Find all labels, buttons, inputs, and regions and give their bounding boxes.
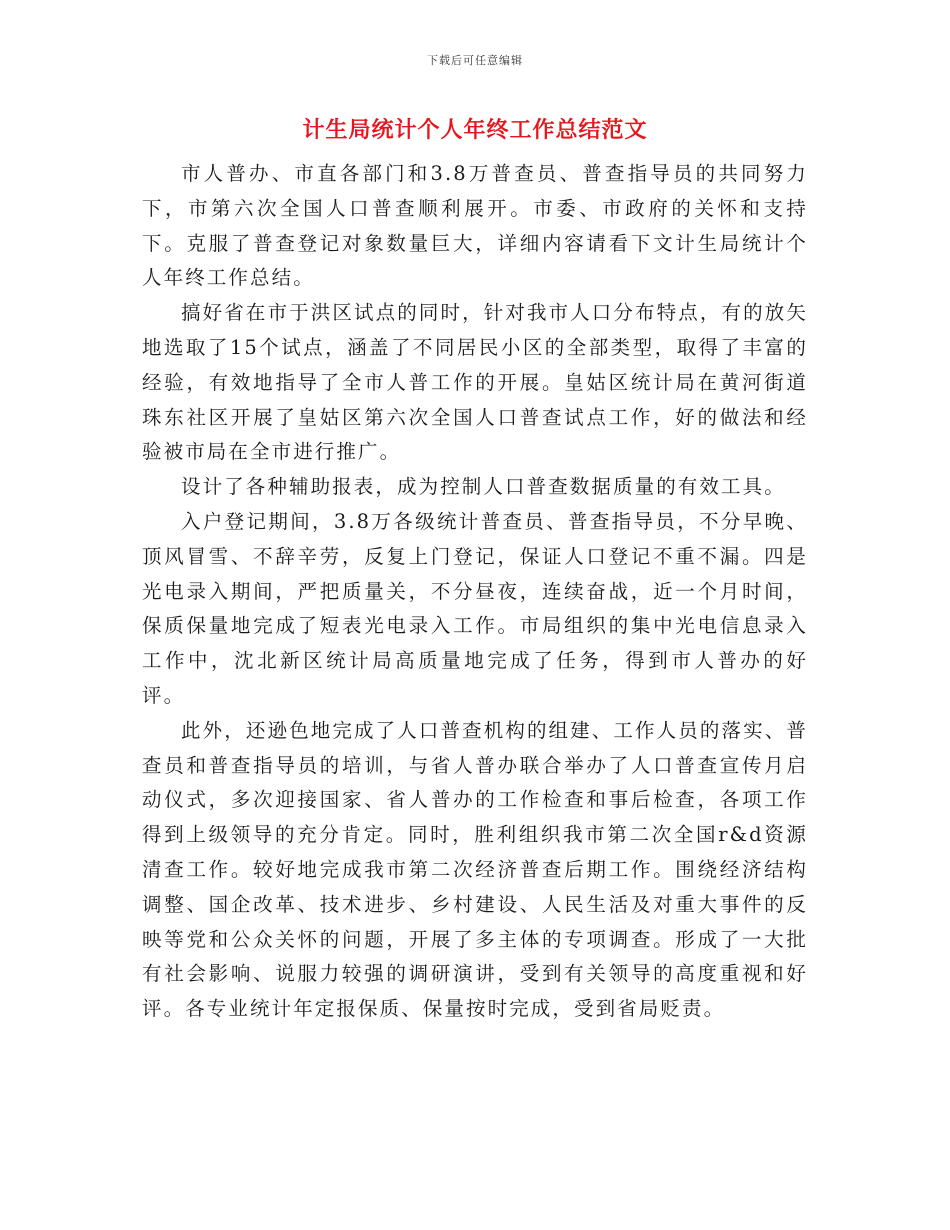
paragraph-2: 搞好省在市于洪区试点的同时，针对我市人口分布特点，有的放矢地选取了15个试点，涵盖了不同居民小区的全部类型，取得了丰富的经验，有效地指导了全市人普工作的开展。皇姑区统计局在黄河街道珠东社区开展了皇姑区第六次全国人口普查试点工作，好的做法和经验被市局在全市进行推广。 [142, 301, 808, 464]
paragraph-4: 入户登记期间，3.8万各级统计普查员、普查指导员，不分早晚、顶风冒雪、不辞辛劳，反复上门登记，保证人口登记不重不漏。四是光电录入期间，严把质量关，不分昼夜，连续奋战，近一个月时间，保质保量地完成了短表光电录入工作。市局组织的集中光电信息录入工作中，沈北新区统计局高质量地完成了任务，得到市人普办的好评。 [142, 509, 808, 707]
paragraph-3: 设计了各种辅助报表，成为控制人口普查数据质量的有效工具。 [181, 475, 786, 499]
document-title: 计生局统计个人年终工作总结范文 [302, 117, 648, 143]
page-header-note: 下载后可任意编辑 [427, 54, 523, 67]
paragraph-1: 市人普办、市直各部门和3.8万普查员、普查指导员的共同努力下，市第六次全国人口普查顺利展开。市委、市政府的关怀和支持下。克服了普查登记对象数量巨大，详细内容请看下文计生局统计个人年终工作总结。 [142, 162, 808, 290]
document-body [142, 157, 808, 1027]
paragraph-5: 此外，还逊色地完成了人口普查机构的组建、工作人员的落实、普查员和普查指导员的培训，与省人普办联合举办了人口普查宣传月启动仪式，多次迎接国家、省人普办的工作检查和事后检查，各项工作得到上级领导的充分肯定。同时，胜利组织我市第二次全国r&d资源清查工作。较好地完成我市第二次经济普查后期工作。围绕经济结构调整、国企改革、技术进步、乡村建设、人民生活及对重大事件的反映等党和公众关怀的问题，开展了多主体的专项调查。形成了一大批有社会影响、说服力较强的调研演讲，受到有关领导的高度重视和好评。各专业统计年定报保质、保量按时完成，受到省局贬责。 [142, 718, 808, 1021]
